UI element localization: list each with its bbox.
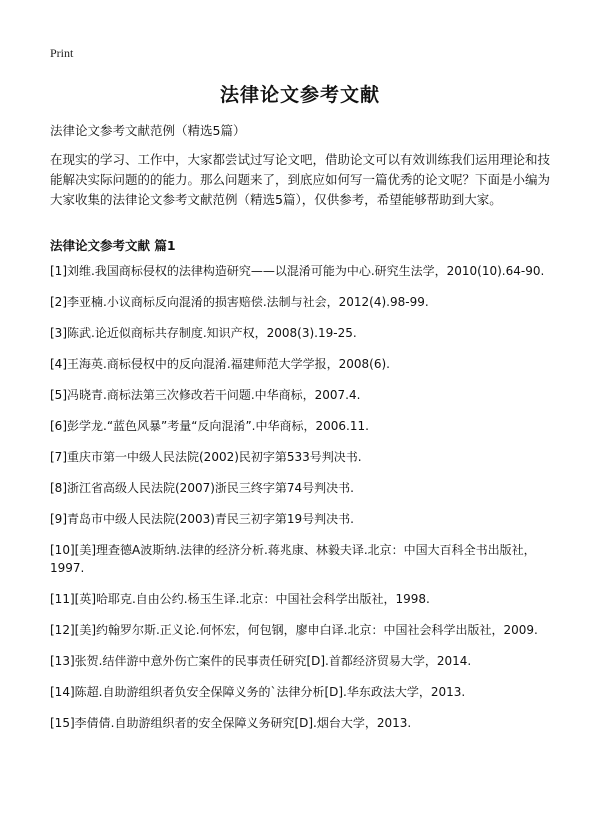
reference-item: [10][美]理查德A波斯纳.法律的经济分析.蒋兆康、林毅夫译.北京：中国大百科全书出版社，1997. [50,543,536,575]
reference-item: [1]刘维.我国商标侵权的法律构造研究——以混淆可能为中心.研究生法学，2010(10).64-90. [50,264,545,278]
reference-item: [4]王海英.商标侵权中的反向混淆.福建师范大学学报，2008(6). [50,357,390,371]
reference-list [50,262,555,745]
reference-item: [12][美]约翰罗尔斯.正义论.何怀宏，何包钢，廖申白译.北京：中国社会科学出版社，2009. [50,623,538,637]
reference-item: [15]李倩倩.自助游组织者的安全保障义务研究[D].烟台大学，2013. [50,716,412,730]
reference-item: [9]青岛市中级人民法院(2003)青民三初字第19号判决书. [50,512,354,526]
reference-item: [2]李亚楠.小议商标反向混淆的损害赔偿.法制与社会，2012(4).98-99. [50,295,429,309]
intro-paragraph: 在现实的学习、工作中，大家都尝试过写论文吧，借助论文可以有效训练我们运用理论和技能解决实际问题的的能力。那么问题来了，到底应如何写一篇优秀的论文呢？下面是小编为大家收集的法律论文参考文献范例（精选5篇），仅供参考，希望能够帮助到大家。 [50,152,551,207]
reference-item: [7]重庆市第一中级人民法院(2002)民初字第533号判决书. [50,450,362,464]
reference-item: [6]彭学龙.“蓝色风暴”考量“反向混淆”.中华商标，2006.11. [50,419,369,433]
reference-item: [3]陈武.论近似商标共存制度.知识产权，2008(3).19-25. [50,326,357,340]
reference-item: [11][英]哈耶克.自由公约.杨玉生译.北京：中国社会科学出版社，1998. [50,592,430,606]
reference-item: [8]浙江省高级人民法院(2007)浙民三终字第74号判决书. [50,481,354,495]
reference-item: [5]冯晓青.商标法第三次修改若干问题.中华商标，2007.4. [50,388,361,402]
section-heading: 法律论文参考文献 篇1 [50,238,176,253]
page-title: 法律论文参考文献 [219,84,380,106]
reference-item: [14]陈超.自助游组织者负安全保障义务的`法律分析[D].华东政法大学，2013. [50,685,466,699]
print-link[interactable]: Print [50,46,74,60]
page-subtitle: 法律论文参考文献范例（精选5篇） [50,123,246,138]
reference-item: [13]张贺.结伴游中意外伤亡案件的民事责任研究[D].首都经济贸易大学，2014. [50,654,472,668]
